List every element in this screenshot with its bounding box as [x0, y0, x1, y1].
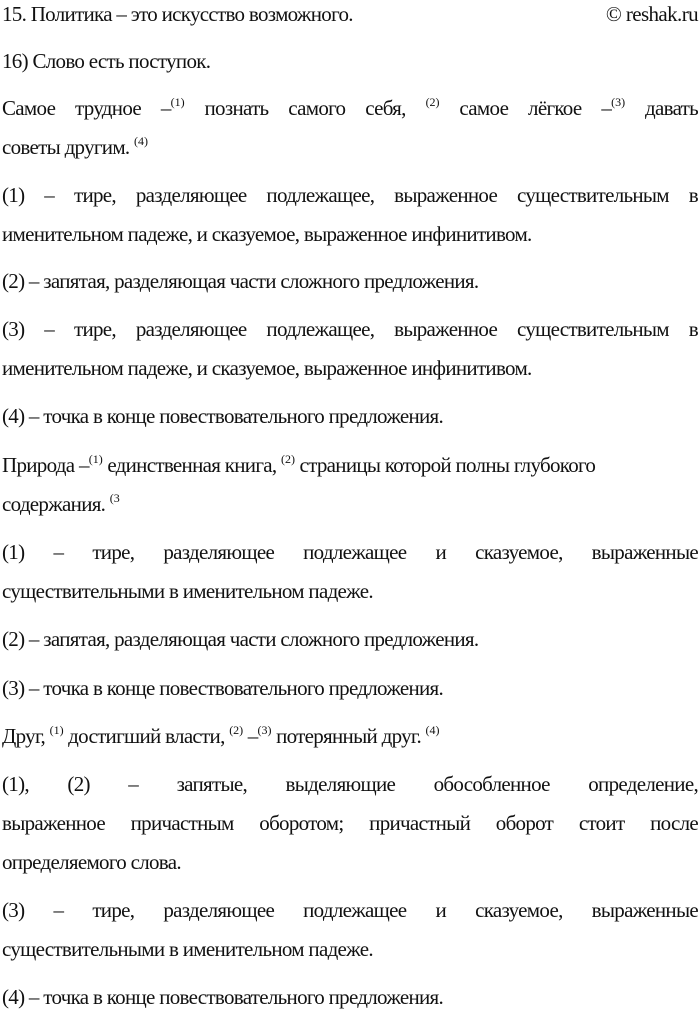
- text-segment: (3) – тире, разделяющее подлежащее и сказуемое, выраженные: [2, 898, 698, 922]
- text-line: [2, 626, 698, 652]
- text-line: [2, 1, 698, 27]
- text-segment: (2) – запятая, разделяющая части сложного предложения.: [2, 269, 479, 293]
- text-segment: 15. Политика – это искусство возможного.: [2, 2, 353, 26]
- text-line: [2, 355, 698, 381]
- text-line: [2, 897, 698, 923]
- text-segment: (2) – запятая, разделяющая части сложного предложения.: [2, 627, 479, 651]
- text-line: [2, 675, 698, 701]
- text-segment: выраженное причастным оборотом; причастный оборот стоит после: [2, 811, 698, 835]
- text-line: [2, 936, 698, 962]
- text-line: [2, 134, 698, 160]
- footnote-marker: (3): [611, 95, 626, 109]
- text-segment: (1) – тире, разделяющее подлежащее и сказуемое, выраженные: [2, 540, 698, 564]
- text-line: [2, 95, 698, 121]
- text-segment: потерянный друг.: [271, 724, 426, 748]
- text-line: [2, 48, 698, 74]
- text-line: [2, 268, 698, 294]
- footnote-marker: (2): [229, 723, 244, 737]
- text-segment: самое лёгкое –: [439, 96, 612, 120]
- text-line: [2, 221, 698, 247]
- text-segment: Друг,: [2, 724, 50, 748]
- footnote-marker: (1): [49, 723, 64, 737]
- text-segment: определяемого слова.: [2, 850, 181, 874]
- text-segment: (1), (2) – запятые, выделяющие обособленное определение,: [2, 772, 698, 796]
- text-line: [2, 539, 698, 565]
- text-line: [2, 723, 698, 749]
- footnote-marker: (4): [134, 134, 149, 148]
- text-line: [2, 849, 698, 875]
- text-segment: 16) Слово есть поступок.: [2, 49, 211, 73]
- footnote-marker: (3: [109, 491, 120, 505]
- text-segment: содержания.: [2, 492, 110, 516]
- text-line: [2, 810, 698, 836]
- text-segment: единственная книга,: [102, 453, 281, 477]
- footnote-marker: (1): [88, 452, 103, 466]
- footnote-marker: (3): [257, 723, 272, 737]
- text-segment: Природа –: [2, 453, 89, 477]
- text-segment: Самое трудное –: [2, 96, 171, 120]
- text-line: [2, 771, 698, 797]
- footnote-marker: (2): [280, 452, 295, 466]
- text-segment: именительном падеже, и сказуемое, выраженное инфинитивом.: [2, 222, 532, 246]
- text-segment: (4) – точка в конце повествовательного предложения.: [2, 985, 444, 1009]
- text-segment: существительными в именительном падеже.: [2, 579, 373, 603]
- text-segment: (4) – точка в конце повествовательного предложения.: [2, 404, 444, 428]
- text-segment: (3) – точка в конце повествовательного предложения.: [2, 676, 444, 700]
- text-segment: –: [243, 724, 258, 748]
- footnote-marker: (4): [425, 723, 440, 737]
- copyright-label: © reshak.ru: [605, 2, 698, 26]
- text-segment: давать: [625, 96, 698, 120]
- text-line: [2, 452, 698, 478]
- text-segment: (1) – тире, разделяющее подлежащее, выраженное существительным в: [2, 183, 698, 207]
- footnote-marker: (2): [425, 95, 440, 109]
- text-line: [2, 578, 698, 604]
- text-segment: существительными в именительном падеже.: [2, 937, 373, 961]
- text-line: [2, 182, 698, 208]
- text-line: [2, 491, 698, 517]
- text-segment: страницы которой полны глубокого: [294, 453, 596, 477]
- text-segment: именительном падеже, и сказуемое, выраженное инфинитивом.: [2, 356, 532, 380]
- footnote-marker: (1): [170, 95, 185, 109]
- text-segment: (3) – тире, разделяющее подлежащее, выраженное существительным в: [2, 317, 698, 341]
- text-segment: познать самого себя,: [184, 96, 426, 120]
- text-segment: советы другим.: [2, 135, 135, 159]
- text-line: [2, 984, 698, 1010]
- text-line: [2, 316, 698, 342]
- text-segment: достигший власти,: [63, 724, 230, 748]
- text-line: [2, 403, 698, 429]
